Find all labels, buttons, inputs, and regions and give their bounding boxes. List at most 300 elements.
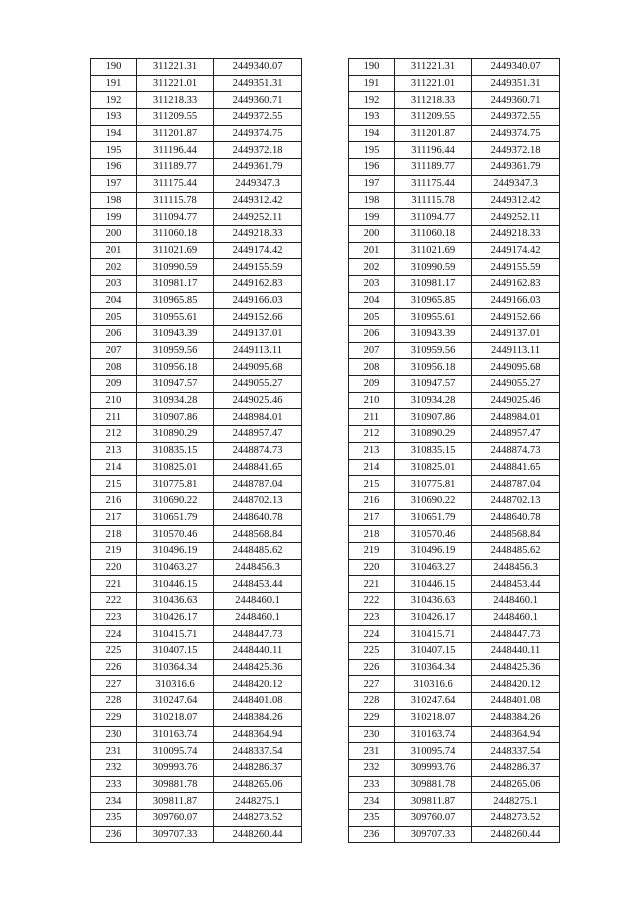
x-coordinate-cell: 311189.77 bbox=[395, 159, 472, 176]
point-number-cell: 216 bbox=[349, 492, 395, 509]
point-number-cell: 197 bbox=[349, 175, 395, 192]
x-coordinate-cell: 310496.19 bbox=[395, 542, 472, 559]
table-row bbox=[349, 809, 560, 826]
point-number-cell: 201 bbox=[349, 242, 395, 259]
point-number-cell: 230 bbox=[349, 726, 395, 743]
y-coordinate-cell: 2449166.03 bbox=[214, 292, 302, 309]
x-coordinate-cell: 309811.87 bbox=[395, 793, 472, 810]
table-row bbox=[91, 809, 302, 826]
y-coordinate-cell: 2449162.83 bbox=[472, 275, 560, 292]
table-row bbox=[349, 125, 560, 142]
x-coordinate-cell: 311115.78 bbox=[395, 192, 472, 209]
point-number-cell: 215 bbox=[91, 476, 137, 493]
point-number-cell: 193 bbox=[349, 109, 395, 126]
point-number-cell: 229 bbox=[349, 709, 395, 726]
point-number-cell: 198 bbox=[91, 192, 137, 209]
x-coordinate-cell: 310943.39 bbox=[395, 326, 472, 343]
y-coordinate-cell: 2449340.07 bbox=[214, 59, 302, 76]
point-number-cell: 214 bbox=[91, 459, 137, 476]
x-coordinate-cell: 311196.44 bbox=[137, 142, 214, 159]
table-row bbox=[349, 542, 560, 559]
y-coordinate-cell: 2448957.47 bbox=[472, 426, 560, 443]
x-coordinate-cell: 310955.61 bbox=[137, 309, 214, 326]
y-coordinate-cell: 2449360.71 bbox=[472, 92, 560, 109]
point-number-cell: 208 bbox=[349, 359, 395, 376]
y-coordinate-cell: 2449155.59 bbox=[214, 259, 302, 276]
y-coordinate-cell: 2448453.44 bbox=[472, 576, 560, 593]
y-coordinate-cell: 2449252.11 bbox=[214, 209, 302, 226]
table-row bbox=[349, 175, 560, 192]
point-number-cell: 231 bbox=[349, 743, 395, 760]
table-row bbox=[349, 92, 560, 109]
table-row bbox=[91, 92, 302, 109]
table-row bbox=[91, 342, 302, 359]
y-coordinate-cell: 2448260.44 bbox=[472, 826, 560, 843]
point-number-cell: 221 bbox=[349, 576, 395, 593]
coordinate-table-left bbox=[90, 58, 302, 843]
point-number-cell: 210 bbox=[349, 392, 395, 409]
y-coordinate-cell: 2448401.08 bbox=[472, 693, 560, 710]
y-coordinate-cell: 2449372.55 bbox=[472, 109, 560, 126]
point-number-cell: 235 bbox=[91, 809, 137, 826]
y-coordinate-cell: 2449174.42 bbox=[214, 242, 302, 259]
x-coordinate-cell: 310316.6 bbox=[395, 676, 472, 693]
y-coordinate-cell: 2449218.33 bbox=[214, 225, 302, 242]
y-coordinate-cell: 2449372.18 bbox=[472, 142, 560, 159]
table-row bbox=[349, 626, 560, 643]
point-number-cell: 201 bbox=[91, 242, 137, 259]
y-coordinate-cell: 2448485.62 bbox=[472, 542, 560, 559]
point-number-cell: 220 bbox=[91, 559, 137, 576]
x-coordinate-cell: 310825.01 bbox=[395, 459, 472, 476]
x-coordinate-cell: 311221.31 bbox=[137, 59, 214, 76]
table-row bbox=[91, 759, 302, 776]
point-number-cell: 193 bbox=[91, 109, 137, 126]
x-coordinate-cell: 310407.15 bbox=[137, 643, 214, 660]
y-coordinate-cell: 2448337.54 bbox=[214, 743, 302, 760]
table-row bbox=[91, 142, 302, 159]
point-number-cell: 225 bbox=[91, 643, 137, 660]
point-number-cell: 227 bbox=[91, 676, 137, 693]
y-coordinate-cell: 2448260.44 bbox=[214, 826, 302, 843]
table-row bbox=[91, 442, 302, 459]
y-coordinate-cell: 2449137.01 bbox=[472, 326, 560, 343]
y-coordinate-cell: 2448460.1 bbox=[472, 609, 560, 626]
table-row bbox=[349, 759, 560, 776]
y-coordinate-cell: 2448364.94 bbox=[214, 726, 302, 743]
coordinate-table-right bbox=[348, 58, 560, 843]
table-row bbox=[91, 726, 302, 743]
x-coordinate-cell: 310463.27 bbox=[395, 559, 472, 576]
table-row bbox=[349, 509, 560, 526]
table-row bbox=[349, 109, 560, 126]
x-coordinate-cell: 310981.17 bbox=[137, 275, 214, 292]
table-row bbox=[91, 392, 302, 409]
y-coordinate-cell: 2448364.94 bbox=[472, 726, 560, 743]
table-row bbox=[91, 693, 302, 710]
table-row bbox=[349, 409, 560, 426]
table-row bbox=[349, 192, 560, 209]
point-number-cell: 198 bbox=[349, 192, 395, 209]
x-coordinate-cell: 310415.71 bbox=[395, 626, 472, 643]
point-number-cell: 232 bbox=[349, 759, 395, 776]
table-row bbox=[91, 659, 302, 676]
point-number-cell: 218 bbox=[349, 526, 395, 543]
y-coordinate-cell: 2449162.83 bbox=[214, 275, 302, 292]
x-coordinate-cell: 310965.85 bbox=[137, 292, 214, 309]
y-coordinate-cell: 2449152.66 bbox=[472, 309, 560, 326]
point-number-cell: 228 bbox=[91, 693, 137, 710]
y-coordinate-cell: 2449372.55 bbox=[214, 109, 302, 126]
point-number-cell: 228 bbox=[349, 693, 395, 710]
point-number-cell: 208 bbox=[91, 359, 137, 376]
x-coordinate-cell: 309707.33 bbox=[137, 826, 214, 843]
x-coordinate-cell: 310981.17 bbox=[395, 275, 472, 292]
x-coordinate-cell: 311021.69 bbox=[395, 242, 472, 259]
point-number-cell: 221 bbox=[91, 576, 137, 593]
x-coordinate-cell: 310407.15 bbox=[395, 643, 472, 660]
table-row bbox=[349, 526, 560, 543]
y-coordinate-cell: 2448874.73 bbox=[214, 442, 302, 459]
point-number-cell: 220 bbox=[349, 559, 395, 576]
y-coordinate-cell: 2448265.06 bbox=[472, 776, 560, 793]
table-row bbox=[349, 292, 560, 309]
point-number-cell: 231 bbox=[91, 743, 137, 760]
y-coordinate-cell: 2449152.66 bbox=[214, 309, 302, 326]
table-row bbox=[349, 242, 560, 259]
x-coordinate-cell: 309881.78 bbox=[395, 776, 472, 793]
point-number-cell: 200 bbox=[349, 225, 395, 242]
point-number-cell: 203 bbox=[91, 275, 137, 292]
point-number-cell: 236 bbox=[91, 826, 137, 843]
y-coordinate-cell: 2448286.37 bbox=[214, 759, 302, 776]
table-row bbox=[91, 225, 302, 242]
table-row bbox=[91, 109, 302, 126]
point-number-cell: 206 bbox=[349, 326, 395, 343]
table-row bbox=[349, 593, 560, 610]
x-coordinate-cell: 311060.18 bbox=[137, 225, 214, 242]
point-number-cell: 204 bbox=[349, 292, 395, 309]
table-row bbox=[91, 275, 302, 292]
x-coordinate-cell: 310947.57 bbox=[137, 376, 214, 393]
x-coordinate-cell: 311209.55 bbox=[137, 109, 214, 126]
y-coordinate-cell: 2449360.71 bbox=[214, 92, 302, 109]
point-number-cell: 224 bbox=[349, 626, 395, 643]
point-number-cell: 207 bbox=[91, 342, 137, 359]
x-coordinate-cell: 309760.07 bbox=[395, 809, 472, 826]
point-number-cell: 216 bbox=[91, 492, 137, 509]
y-coordinate-cell: 2449055.27 bbox=[472, 376, 560, 393]
table-row bbox=[91, 676, 302, 693]
x-coordinate-cell: 311201.87 bbox=[137, 125, 214, 142]
point-number-cell: 234 bbox=[91, 793, 137, 810]
y-coordinate-cell: 2448841.65 bbox=[214, 459, 302, 476]
x-coordinate-cell: 310934.28 bbox=[137, 392, 214, 409]
table-row bbox=[349, 275, 560, 292]
y-coordinate-cell: 2448568.84 bbox=[472, 526, 560, 543]
y-coordinate-cell: 2449340.07 bbox=[472, 59, 560, 76]
x-coordinate-cell: 311094.77 bbox=[137, 209, 214, 226]
table-row bbox=[349, 659, 560, 676]
table-row bbox=[349, 259, 560, 276]
y-coordinate-cell: 2448286.37 bbox=[472, 759, 560, 776]
table-row bbox=[349, 609, 560, 626]
x-coordinate-cell: 310247.64 bbox=[137, 693, 214, 710]
x-coordinate-cell: 311189.77 bbox=[137, 159, 214, 176]
point-number-cell: 196 bbox=[349, 159, 395, 176]
y-coordinate-cell: 2448984.01 bbox=[214, 409, 302, 426]
point-number-cell: 207 bbox=[349, 342, 395, 359]
y-coordinate-cell: 2448384.26 bbox=[214, 709, 302, 726]
x-coordinate-cell: 310415.71 bbox=[137, 626, 214, 643]
x-coordinate-cell: 310955.61 bbox=[395, 309, 472, 326]
point-number-cell: 213 bbox=[349, 442, 395, 459]
table-row bbox=[349, 159, 560, 176]
x-coordinate-cell: 310907.86 bbox=[395, 409, 472, 426]
y-coordinate-cell: 2448787.04 bbox=[214, 476, 302, 493]
table-row bbox=[91, 359, 302, 376]
y-coordinate-cell: 2448384.26 bbox=[472, 709, 560, 726]
point-number-cell: 225 bbox=[349, 643, 395, 660]
y-coordinate-cell: 2448456.3 bbox=[214, 559, 302, 576]
table-row bbox=[349, 309, 560, 326]
table-row bbox=[91, 376, 302, 393]
point-number-cell: 218 bbox=[91, 526, 137, 543]
point-number-cell: 219 bbox=[91, 542, 137, 559]
y-coordinate-cell: 2449113.11 bbox=[214, 342, 302, 359]
table-row bbox=[91, 793, 302, 810]
table-row bbox=[91, 259, 302, 276]
y-coordinate-cell: 2448640.78 bbox=[472, 509, 560, 526]
x-coordinate-cell: 310364.34 bbox=[395, 659, 472, 676]
table-row bbox=[349, 326, 560, 343]
point-number-cell: 204 bbox=[91, 292, 137, 309]
x-coordinate-cell: 310835.15 bbox=[395, 442, 472, 459]
table-row bbox=[91, 192, 302, 209]
x-coordinate-cell: 310959.56 bbox=[395, 342, 472, 359]
x-coordinate-cell: 311060.18 bbox=[395, 225, 472, 242]
y-coordinate-cell: 2448640.78 bbox=[214, 509, 302, 526]
table-row bbox=[349, 75, 560, 92]
table-row bbox=[91, 242, 302, 259]
x-coordinate-cell: 309707.33 bbox=[395, 826, 472, 843]
y-coordinate-cell: 2448874.73 bbox=[472, 442, 560, 459]
point-number-cell: 214 bbox=[349, 459, 395, 476]
y-coordinate-cell: 2448420.12 bbox=[472, 676, 560, 693]
y-coordinate-cell: 2448984.01 bbox=[472, 409, 560, 426]
y-coordinate-cell: 2449174.42 bbox=[472, 242, 560, 259]
x-coordinate-cell: 310095.74 bbox=[137, 743, 214, 760]
table-row bbox=[91, 326, 302, 343]
table-row bbox=[349, 426, 560, 443]
y-coordinate-cell: 2448273.52 bbox=[214, 809, 302, 826]
y-coordinate-cell: 2449252.11 bbox=[472, 209, 560, 226]
point-number-cell: 222 bbox=[91, 593, 137, 610]
table-row bbox=[349, 342, 560, 359]
table-row bbox=[349, 359, 560, 376]
point-number-cell: 227 bbox=[349, 676, 395, 693]
table-row bbox=[91, 509, 302, 526]
x-coordinate-cell: 310095.74 bbox=[395, 743, 472, 760]
table-row bbox=[91, 59, 302, 76]
x-coordinate-cell: 310463.27 bbox=[137, 559, 214, 576]
x-coordinate-cell: 310943.39 bbox=[137, 326, 214, 343]
table-row bbox=[349, 743, 560, 760]
y-coordinate-cell: 2448456.3 bbox=[472, 559, 560, 576]
table-row bbox=[349, 59, 560, 76]
point-number-cell: 226 bbox=[349, 659, 395, 676]
point-number-cell: 233 bbox=[349, 776, 395, 793]
point-number-cell: 215 bbox=[349, 476, 395, 493]
x-coordinate-cell: 310426.17 bbox=[395, 609, 472, 626]
point-number-cell: 192 bbox=[91, 92, 137, 109]
x-coordinate-cell: 311218.33 bbox=[395, 92, 472, 109]
table-row bbox=[91, 526, 302, 543]
point-number-cell: 219 bbox=[349, 542, 395, 559]
x-coordinate-cell: 310218.07 bbox=[395, 709, 472, 726]
table-row bbox=[349, 643, 560, 660]
y-coordinate-cell: 2449055.27 bbox=[214, 376, 302, 393]
x-coordinate-cell: 310651.79 bbox=[395, 509, 472, 526]
point-number-cell: 224 bbox=[91, 626, 137, 643]
y-coordinate-cell: 2449113.11 bbox=[472, 342, 560, 359]
x-coordinate-cell: 310890.29 bbox=[137, 426, 214, 443]
x-coordinate-cell: 311196.44 bbox=[395, 142, 472, 159]
x-coordinate-cell: 310163.74 bbox=[137, 726, 214, 743]
point-number-cell: 211 bbox=[91, 409, 137, 426]
y-coordinate-cell: 2448460.1 bbox=[214, 593, 302, 610]
table-row bbox=[349, 576, 560, 593]
x-coordinate-cell: 310907.86 bbox=[137, 409, 214, 426]
x-coordinate-cell: 310436.63 bbox=[137, 593, 214, 610]
table-row bbox=[349, 559, 560, 576]
x-coordinate-cell: 311218.33 bbox=[137, 92, 214, 109]
y-coordinate-cell: 2448425.36 bbox=[472, 659, 560, 676]
x-coordinate-cell: 310959.56 bbox=[137, 342, 214, 359]
x-coordinate-cell: 310775.81 bbox=[137, 476, 214, 493]
point-number-cell: 195 bbox=[349, 142, 395, 159]
point-number-cell: 226 bbox=[91, 659, 137, 676]
x-coordinate-cell: 310956.18 bbox=[395, 359, 472, 376]
coordinate-table-left-body bbox=[91, 59, 302, 843]
x-coordinate-cell: 311221.31 bbox=[395, 59, 472, 76]
y-coordinate-cell: 2448420.12 bbox=[214, 676, 302, 693]
x-coordinate-cell: 310690.22 bbox=[395, 492, 472, 509]
coordinate-table-right-body bbox=[349, 59, 560, 843]
x-coordinate-cell: 311175.44 bbox=[395, 175, 472, 192]
table-row bbox=[91, 593, 302, 610]
point-number-cell: 190 bbox=[91, 59, 137, 76]
table-row bbox=[91, 826, 302, 843]
x-coordinate-cell: 310835.15 bbox=[137, 442, 214, 459]
table-row bbox=[91, 459, 302, 476]
point-number-cell: 199 bbox=[349, 209, 395, 226]
x-coordinate-cell: 311209.55 bbox=[395, 109, 472, 126]
point-number-cell: 230 bbox=[91, 726, 137, 743]
x-coordinate-cell: 310316.6 bbox=[137, 676, 214, 693]
point-number-cell: 192 bbox=[349, 92, 395, 109]
table-row bbox=[91, 476, 302, 493]
x-coordinate-cell: 310163.74 bbox=[395, 726, 472, 743]
y-coordinate-cell: 2449312.42 bbox=[472, 192, 560, 209]
x-coordinate-cell: 310446.15 bbox=[395, 576, 472, 593]
x-coordinate-cell: 310570.46 bbox=[137, 526, 214, 543]
point-number-cell: 223 bbox=[91, 609, 137, 626]
y-coordinate-cell: 2449155.59 bbox=[472, 259, 560, 276]
point-number-cell: 229 bbox=[91, 709, 137, 726]
y-coordinate-cell: 2448440.11 bbox=[214, 643, 302, 660]
y-coordinate-cell: 2448425.36 bbox=[214, 659, 302, 676]
x-coordinate-cell: 310426.17 bbox=[137, 609, 214, 626]
y-coordinate-cell: 2449312.42 bbox=[214, 192, 302, 209]
y-coordinate-cell: 2448568.84 bbox=[214, 526, 302, 543]
y-coordinate-cell: 2448275.1 bbox=[472, 793, 560, 810]
point-number-cell: 211 bbox=[349, 409, 395, 426]
table-row bbox=[91, 209, 302, 226]
table-row bbox=[91, 559, 302, 576]
point-number-cell: 222 bbox=[349, 593, 395, 610]
table-row bbox=[349, 709, 560, 726]
table-row bbox=[349, 793, 560, 810]
x-coordinate-cell: 309760.07 bbox=[137, 809, 214, 826]
table-row bbox=[349, 442, 560, 459]
point-number-cell: 205 bbox=[91, 309, 137, 326]
x-coordinate-cell: 311021.69 bbox=[137, 242, 214, 259]
table-row bbox=[349, 142, 560, 159]
y-coordinate-cell: 2448485.62 bbox=[214, 542, 302, 559]
table-row bbox=[91, 709, 302, 726]
y-coordinate-cell: 2448460.1 bbox=[472, 593, 560, 610]
x-coordinate-cell: 310218.07 bbox=[137, 709, 214, 726]
table-row bbox=[91, 609, 302, 626]
y-coordinate-cell: 2449351.31 bbox=[214, 75, 302, 92]
y-coordinate-cell: 2448265.06 bbox=[214, 776, 302, 793]
y-coordinate-cell: 2448401.08 bbox=[214, 693, 302, 710]
table-row bbox=[91, 743, 302, 760]
point-number-cell: 209 bbox=[91, 376, 137, 393]
point-number-cell: 217 bbox=[91, 509, 137, 526]
y-coordinate-cell: 2449372.18 bbox=[214, 142, 302, 159]
x-coordinate-cell: 310496.19 bbox=[137, 542, 214, 559]
x-coordinate-cell: 311221.01 bbox=[395, 75, 472, 92]
x-coordinate-cell: 310690.22 bbox=[137, 492, 214, 509]
y-coordinate-cell: 2449025.46 bbox=[472, 392, 560, 409]
y-coordinate-cell: 2448440.11 bbox=[472, 643, 560, 660]
x-coordinate-cell: 309881.78 bbox=[137, 776, 214, 793]
point-number-cell: 200 bbox=[91, 225, 137, 242]
point-number-cell: 194 bbox=[91, 125, 137, 142]
y-coordinate-cell: 2449095.68 bbox=[214, 359, 302, 376]
point-number-cell: 196 bbox=[91, 159, 137, 176]
point-number-cell: 205 bbox=[349, 309, 395, 326]
y-coordinate-cell: 2449166.03 bbox=[472, 292, 560, 309]
table-row bbox=[349, 676, 560, 693]
point-number-cell: 236 bbox=[349, 826, 395, 843]
table-row bbox=[349, 693, 560, 710]
x-coordinate-cell: 311221.01 bbox=[137, 75, 214, 92]
table-row bbox=[349, 225, 560, 242]
point-number-cell: 191 bbox=[349, 75, 395, 92]
x-coordinate-cell: 311115.78 bbox=[137, 192, 214, 209]
point-number-cell: 197 bbox=[91, 175, 137, 192]
y-coordinate-cell: 2448702.13 bbox=[214, 492, 302, 509]
x-coordinate-cell: 309993.76 bbox=[137, 759, 214, 776]
point-number-cell: 217 bbox=[349, 509, 395, 526]
table-row bbox=[91, 426, 302, 443]
point-number-cell: 212 bbox=[349, 426, 395, 443]
y-coordinate-cell: 2448337.54 bbox=[472, 743, 560, 760]
y-coordinate-cell: 2449025.46 bbox=[214, 392, 302, 409]
